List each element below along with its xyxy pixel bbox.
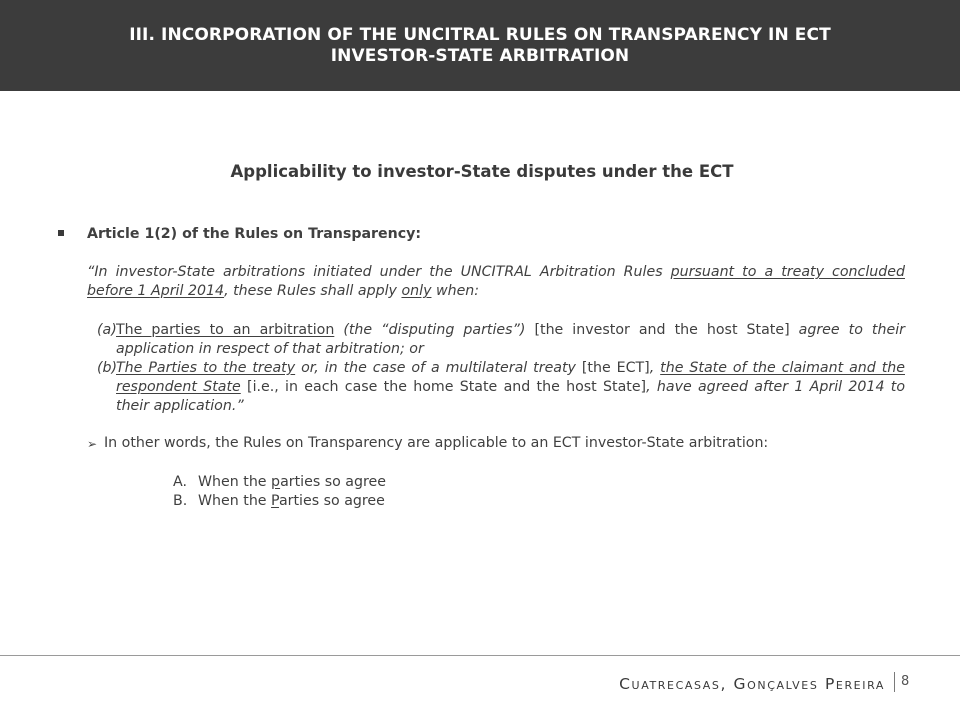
- item-text: , have agreed after 1 April 2014 to their application.”: [116, 379, 906, 414]
- option-text-part: arties so agree: [278, 493, 385, 509]
- footer-brand-logo: Cuatrecasas, Gonçalves Pereira: [619, 675, 885, 693]
- underlined-text: the State of the claimant and the respondent State: [116, 360, 905, 395]
- item-text: (the “disputing parties”): [334, 322, 535, 338]
- list-item-text: [116, 359, 905, 416]
- header-title-line-2: INVESTOR-STATE ARBITRATION: [330, 45, 630, 66]
- list-item: [97, 321, 905, 359]
- quote-underlined-text: only: [401, 283, 432, 299]
- header-title-line-1: III. INCORPORATION OF THE UNCITRAL RULES ON TRANSPARENCY IN ECT: [129, 24, 831, 45]
- option-emphasis: P: [271, 493, 279, 509]
- option-text-part: When the: [198, 474, 272, 490]
- underlined-text: The parties to an arbitration: [116, 322, 335, 338]
- list-item-text: [116, 321, 905, 359]
- bullet-item: [58, 225, 905, 244]
- slide-content: [58, 225, 905, 511]
- quote-paragraph: [87, 263, 905, 301]
- option-item: [173, 473, 905, 492]
- item-text: [i.e., in each case the home State and the host State]: [240, 379, 647, 395]
- slide-subtitle: Applicability to investor-State disputes under the ECT: [230, 162, 734, 181]
- summary-point: [87, 434, 905, 454]
- page-number: 8: [901, 674, 910, 689]
- quote-text: , these Rules shall apply: [224, 283, 402, 299]
- quote-underlined-text: pursuant to a treaty concluded before 1 April 2014: [87, 264, 905, 299]
- option-text: [198, 492, 385, 511]
- list-marker: (b): [97, 360, 118, 376]
- option-item: [173, 492, 905, 511]
- option-text-part: arties so agree: [280, 474, 386, 490]
- item-text: agree to their application in respect of that arbitration; or: [116, 322, 905, 357]
- option-text-part: When the: [198, 493, 272, 509]
- arrow-bullet-icon: ➢: [87, 437, 98, 451]
- footer-divider: [0, 655, 960, 656]
- item-text: [the investor and the host State]: [534, 322, 790, 338]
- slide-header: [0, 0, 960, 91]
- summary-text: In other words, the Rules on Transparency are applicable to an ECT investor-State arbitration:: [104, 435, 769, 451]
- option-emphasis: p: [271, 474, 281, 490]
- list-marker: (a): [97, 322, 117, 338]
- option-text: [198, 473, 386, 492]
- list-item: [97, 359, 905, 416]
- square-bullet-icon: [58, 230, 64, 236]
- quote-text: “In investor-State arbitrations initiated under the UNCITRAL Arbitration Rules: [87, 264, 671, 280]
- condition-list: [97, 321, 905, 416]
- page-number-separator: [894, 672, 895, 692]
- underlined-text: The Parties to the treaty: [116, 360, 296, 376]
- options-list: [173, 473, 905, 511]
- item-text: or, in the case of a multilateral treaty: [295, 360, 582, 376]
- item-text: [the ECT]: [581, 360, 650, 376]
- bullet-heading: Article 1(2) of the Rules on Transparency:: [87, 226, 422, 242]
- item-text: ,: [649, 360, 661, 376]
- option-letter: B.: [173, 493, 188, 509]
- quote-text: when:: [431, 283, 480, 299]
- option-letter: A.: [173, 474, 187, 490]
